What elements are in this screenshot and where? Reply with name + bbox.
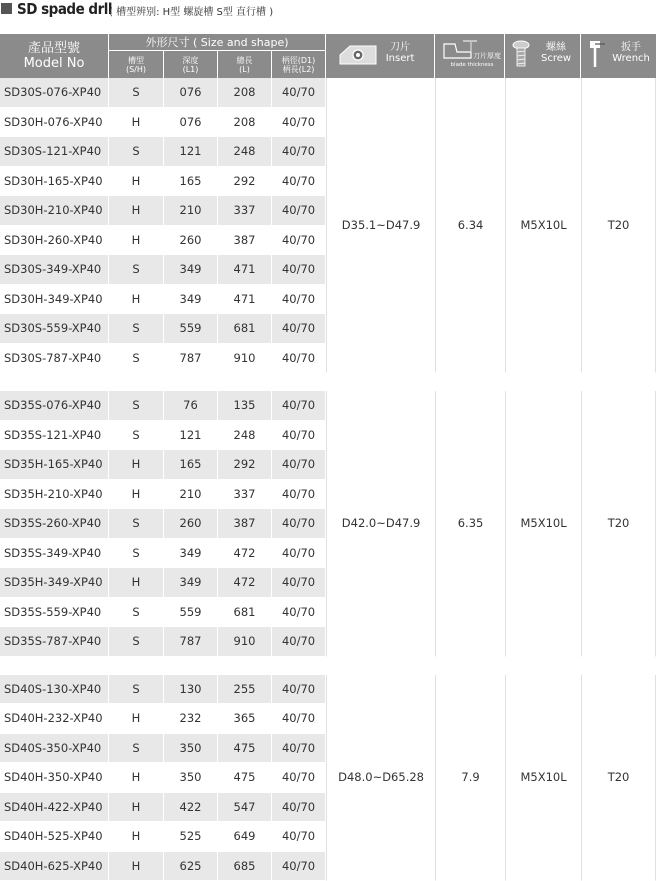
model-cell: SD35S-559-XP40 xyxy=(0,598,109,628)
type-cell: H xyxy=(109,480,164,510)
length-cell: 681 xyxy=(218,598,272,628)
type-cell: S xyxy=(109,344,164,374)
wrench-header-cn: 扳手 xyxy=(611,42,651,53)
insert-spec-cell: D35.1~D47.9 xyxy=(326,78,435,373)
shank-cell: 40/70 xyxy=(272,255,326,285)
depth-cell: 422 xyxy=(164,793,218,823)
shank-cell: 40/70 xyxy=(272,450,326,480)
title-bullet-icon xyxy=(1,3,12,14)
screw-spec-cell: M5X10L xyxy=(505,391,581,657)
wrench-spec-cell: T20 xyxy=(581,391,656,657)
shank-col-cn: 柄徑(D1) xyxy=(272,56,325,65)
screw-header xyxy=(505,34,581,78)
shank-cell: 40/70 xyxy=(272,539,326,569)
length-cell: 387 xyxy=(218,509,272,539)
model-cell: SD30S-787-XP40 xyxy=(0,344,109,374)
type-cell: H xyxy=(109,450,164,480)
length-cell: 681 xyxy=(218,314,272,344)
length-cell: 248 xyxy=(218,421,272,451)
model-cell: SD30H-349-XP40 xyxy=(0,285,109,315)
length-cell: 337 xyxy=(218,480,272,510)
type-cell: S xyxy=(109,421,164,451)
shank-cell: 40/70 xyxy=(272,598,326,628)
shank-cell: 40/70 xyxy=(272,314,326,344)
model-cell: SD30S-076-XP40 xyxy=(0,78,109,108)
length-col-cn: 總長 xyxy=(218,56,271,65)
length-cell: 255 xyxy=(218,675,272,705)
type-cell: S xyxy=(109,137,164,167)
type-cell: S xyxy=(109,539,164,569)
depth-cell: 210 xyxy=(164,196,218,226)
insert-header-cn: 刀片 xyxy=(380,42,420,53)
model-cell: SD40H-350-XP40 xyxy=(0,763,109,793)
shank-cell: 40/70 xyxy=(272,137,326,167)
length-col-header xyxy=(218,51,272,78)
shank-cell: 40/70 xyxy=(272,704,326,734)
type-cell: S xyxy=(109,734,164,764)
spec-table xyxy=(0,34,656,881)
type-cell: S xyxy=(109,509,164,539)
model-cell: SD40H-625-XP40 xyxy=(0,852,109,881)
model-cell: SD40S-350-XP40 xyxy=(0,734,109,764)
model-cell: SD35S-787-XP40 xyxy=(0,627,109,657)
thickness-spec-cell: 7.9 xyxy=(435,675,505,881)
depth-cell: 350 xyxy=(164,763,218,793)
depth-cell: 349 xyxy=(164,539,218,569)
table-row xyxy=(0,391,656,421)
shank-cell: 40/70 xyxy=(272,734,326,764)
model-cell: SD30H-076-XP40 xyxy=(0,108,109,138)
type-cell: S xyxy=(109,314,164,344)
model-header xyxy=(0,34,109,78)
shank-cell: 40/70 xyxy=(272,822,326,852)
depth-cell: 525 xyxy=(164,822,218,852)
length-cell: 292 xyxy=(218,167,272,197)
length-cell: 248 xyxy=(218,137,272,167)
model-cell: SD35S-076-XP40 xyxy=(0,391,109,421)
shank-cell: 40/70 xyxy=(272,421,326,451)
depth-cell: 625 xyxy=(164,852,218,881)
depth-cell: 349 xyxy=(164,255,218,285)
type-cell: H xyxy=(109,196,164,226)
type-cell: H xyxy=(109,568,164,598)
thickness-header xyxy=(435,34,505,78)
group-spacer xyxy=(0,657,656,675)
model-cell: SD40H-525-XP40 xyxy=(0,822,109,852)
wrench-header xyxy=(581,34,656,78)
length-cell: 547 xyxy=(218,793,272,823)
type-cell: S xyxy=(109,391,164,421)
screw-header-en: Screw xyxy=(535,53,577,64)
model-cell: SD35S-121-XP40 xyxy=(0,421,109,451)
type-cell: H xyxy=(109,763,164,793)
depth-cell: 349 xyxy=(164,568,218,598)
wrench-spec-cell: T20 xyxy=(581,675,656,881)
page-title: SD spade drll xyxy=(17,0,112,18)
shank-col-en: 柄長(L2) xyxy=(272,65,325,74)
wrench-spec-cell: T20 xyxy=(581,78,656,373)
length-cell: 387 xyxy=(218,226,272,256)
thickness-spec-cell: 6.35 xyxy=(435,391,505,657)
shank-cell: 40/70 xyxy=(272,78,326,108)
depth-cell: 130 xyxy=(164,675,218,705)
shank-cell: 40/70 xyxy=(272,226,326,256)
table-row xyxy=(0,78,656,108)
length-cell: 910 xyxy=(218,627,272,657)
length-cell: 472 xyxy=(218,568,272,598)
depth-cell: 076 xyxy=(164,108,218,138)
shank-cell: 40/70 xyxy=(272,852,326,881)
thickness-header-cn: 刀片厚度 xyxy=(469,52,505,60)
model-cell: SD30H-260-XP40 xyxy=(0,226,109,256)
depth-cell: 076 xyxy=(164,78,218,108)
depth-cell: 349 xyxy=(164,285,218,315)
length-cell: 471 xyxy=(218,255,272,285)
depth-cell: 787 xyxy=(164,344,218,374)
type-cell: S xyxy=(109,255,164,285)
insert-spec-cell: D48.0~D65.28 xyxy=(326,675,435,881)
depth-cell: 260 xyxy=(164,226,218,256)
table-row xyxy=(0,675,656,705)
length-cell: 910 xyxy=(218,344,272,374)
depth-cell: 260 xyxy=(164,509,218,539)
shank-cell: 40/70 xyxy=(272,627,326,657)
insert-icon xyxy=(338,43,378,67)
wrench-icon xyxy=(587,39,609,69)
shank-cell: 40/70 xyxy=(272,675,326,705)
model-cell: SD30H-210-XP40 xyxy=(0,196,109,226)
depth-cell: 121 xyxy=(164,421,218,451)
page-subtitle: ( 槽型辨别: H型 螺旋槽 S型 直行槽 ) xyxy=(109,3,273,18)
size-group-header: 外形尺寸 ( Size and shape) xyxy=(109,34,326,51)
length-col-en: (L) xyxy=(218,65,271,74)
shank-cell: 40/70 xyxy=(272,793,326,823)
depth-cell: 210 xyxy=(164,480,218,510)
title-bar xyxy=(0,0,656,20)
model-header-cn: 產品型號 xyxy=(0,41,108,56)
type-cell: H xyxy=(109,167,164,197)
shank-cell: 40/70 xyxy=(272,480,326,510)
screw-spec-cell: M5X10L xyxy=(505,675,581,881)
model-cell: SD35H-349-XP40 xyxy=(0,568,109,598)
length-cell: 365 xyxy=(218,704,272,734)
spec-table-body xyxy=(0,78,656,881)
model-cell: SD35H-165-XP40 xyxy=(0,450,109,480)
model-cell: SD35S-260-XP40 xyxy=(0,509,109,539)
type-cell: H xyxy=(109,285,164,315)
type-cell: H xyxy=(109,704,164,734)
shank-cell: 40/70 xyxy=(272,196,326,226)
type-cell: H xyxy=(109,852,164,881)
length-cell: 292 xyxy=(218,450,272,480)
type-cell: S xyxy=(109,627,164,657)
type-cell: H xyxy=(109,793,164,823)
model-cell: SD30S-559-XP40 xyxy=(0,314,109,344)
shank-cell: 40/70 xyxy=(272,568,326,598)
shank-cell: 40/70 xyxy=(272,391,326,421)
length-cell: 475 xyxy=(218,763,272,793)
model-cell: SD30H-165-XP40 xyxy=(0,167,109,197)
shank-col-header xyxy=(272,51,326,78)
length-cell: 685 xyxy=(218,852,272,881)
length-cell: 472 xyxy=(218,539,272,569)
model-header-en: Model No xyxy=(0,56,108,71)
depth-cell: 121 xyxy=(164,137,218,167)
screw-spec-cell: M5X10L xyxy=(505,78,581,373)
type-cell: S xyxy=(109,78,164,108)
depth-col-cn: 深度 xyxy=(164,56,217,65)
length-cell: 208 xyxy=(218,108,272,138)
model-cell: SD40H-232-XP40 xyxy=(0,704,109,734)
depth-cell: 350 xyxy=(164,734,218,764)
length-cell: 337 xyxy=(218,196,272,226)
depth-cell: 165 xyxy=(164,450,218,480)
insert-spec-cell: D42.0~D47.9 xyxy=(326,391,435,657)
model-cell: SD30S-349-XP40 xyxy=(0,255,109,285)
type-cell: H xyxy=(109,226,164,256)
model-cell: SD35S-349-XP40 xyxy=(0,539,109,569)
length-cell: 471 xyxy=(218,285,272,315)
depth-cell: 787 xyxy=(164,627,218,657)
type-col-header xyxy=(109,51,164,78)
model-cell: SD40S-130-XP40 xyxy=(0,675,109,705)
model-cell: SD30S-121-XP40 xyxy=(0,137,109,167)
type-cell: H xyxy=(109,108,164,138)
thickness-header-en: blade thickness xyxy=(439,62,505,68)
insert-header xyxy=(326,34,435,78)
model-cell: SD40H-422-XP40 xyxy=(0,793,109,823)
shank-cell: 40/70 xyxy=(272,167,326,197)
depth-cell: 559 xyxy=(164,598,218,628)
type-col-en: (S/H) xyxy=(109,65,163,74)
length-cell: 208 xyxy=(218,78,272,108)
type-cell: H xyxy=(109,822,164,852)
screw-header-cn: 螺絲 xyxy=(535,42,577,53)
shank-cell: 40/70 xyxy=(272,763,326,793)
depth-cell: 76 xyxy=(164,391,218,421)
length-cell: 475 xyxy=(218,734,272,764)
shank-cell: 40/70 xyxy=(272,285,326,315)
depth-cell: 232 xyxy=(164,704,218,734)
shank-cell: 40/70 xyxy=(272,108,326,138)
insert-header-en: Insert xyxy=(380,53,420,64)
group-spacer xyxy=(0,373,656,391)
shank-cell: 40/70 xyxy=(272,344,326,374)
depth-col-header xyxy=(164,51,218,78)
model-cell: SD35H-210-XP40 xyxy=(0,480,109,510)
wrench-header-en: Wrench xyxy=(611,53,651,64)
type-cell: S xyxy=(109,675,164,705)
depth-col-en: (L1) xyxy=(164,65,217,74)
shank-cell: 40/70 xyxy=(272,509,326,539)
depth-cell: 559 xyxy=(164,314,218,344)
length-cell: 135 xyxy=(218,391,272,421)
length-cell: 649 xyxy=(218,822,272,852)
type-cell: S xyxy=(109,598,164,628)
depth-cell: 165 xyxy=(164,167,218,197)
thickness-spec-cell: 6.34 xyxy=(435,78,505,373)
type-col-cn: 槽型 xyxy=(109,56,163,65)
screw-icon xyxy=(510,40,532,70)
